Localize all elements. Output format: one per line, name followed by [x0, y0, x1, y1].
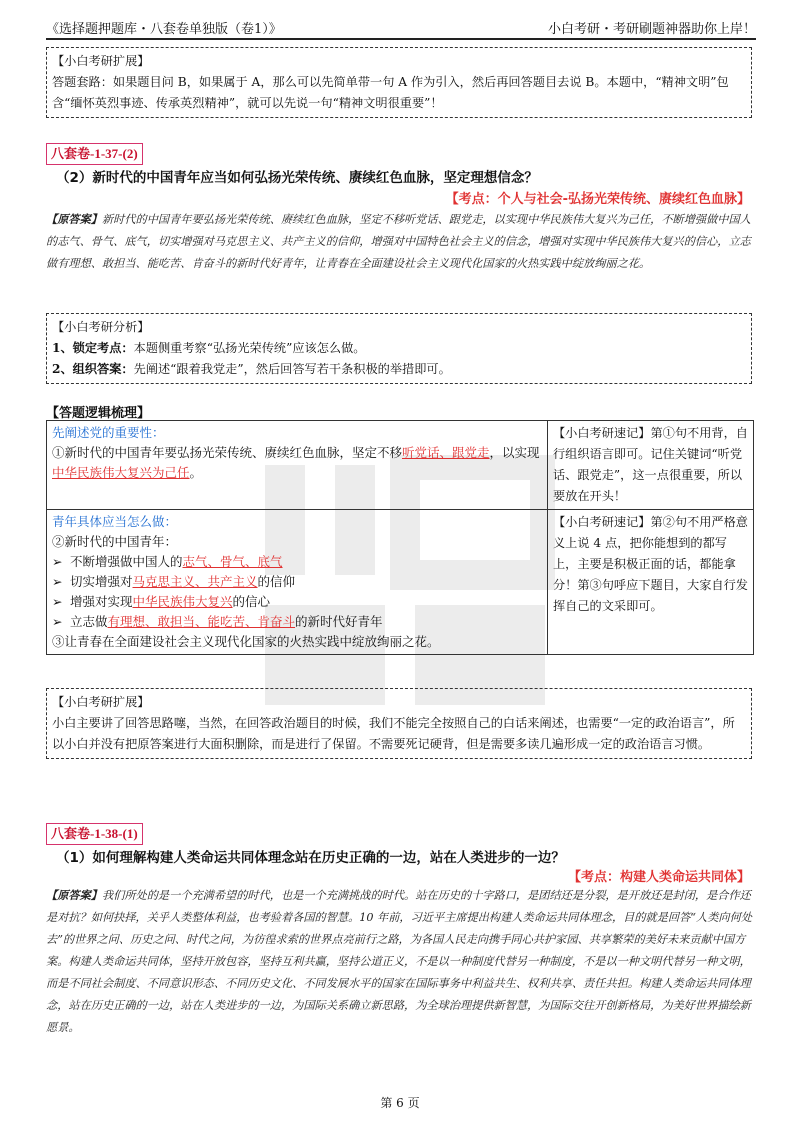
memo-cell: 【小白考研速记】第①句不用背，自行组织语言即可。记住关键词“听党话、跟党走”，这一点很重要，所以要放在开头！ — [548, 421, 754, 510]
arrow-bullet-icon: ➢ — [52, 614, 63, 629]
original-answer — [46, 208, 752, 275]
keyword-highlight: 马克思主义、共产主义 — [132, 574, 258, 589]
logic-text: 。 — [189, 465, 203, 480]
question-tag: 八套卷-1-37-(2) — [46, 143, 143, 165]
question-tag: 八套卷-1-38-(1) — [46, 823, 143, 845]
logic-text: 的信心 — [232, 594, 271, 609]
logic-main-cell — [47, 421, 548, 510]
list-item — [52, 552, 542, 572]
keyword-highlight: 有理想、敢担当、能吃苦、肯奋斗 — [107, 614, 296, 629]
header-slogan: 小白考研・考研刷题神器助你上岸！ — [547, 22, 756, 37]
logic-intro: ②新时代的中国青年： — [52, 534, 178, 549]
extension-title: 【小白考研扩展】 — [52, 695, 150, 709]
extension-box-2 — [46, 688, 752, 759]
answer-label: 【原答案】 — [46, 888, 102, 902]
answer-text: 新时代的中国青年要弘扬光荣传统、赓续红色血脉，坚定不移听党话、跟党走，以实现中华民族伟大复兴为己任，不断增强做中国人的志气、骨气、底气，切实增强对马克思主义、共产主义的信仰，增强对中国特色社会主义的信念，增强对实现中华民族伟大复兴的信心，立志做有理想、敢担当、能吃苦、肯奋斗的新时代好青年，让青春在全面建设社会主义现代化国家的火热实践中绽放绚丽之花。 — [46, 213, 751, 270]
logic-text: 不断增强做中国人的 — [70, 554, 183, 569]
memo-cell: 【小白考研速记】第②句不用严格意义上说 4 点，把你能想到的都写上，主要是积极正面的话，都能拿分！第③句呼应下题目，大家自行发挥自己的文采即可。 — [548, 510, 754, 655]
logic-table — [46, 420, 754, 655]
question-text: （2）新时代的中国青年应当如何弘扬光荣传统、赓续红色血脉，坚定理想信念？ — [56, 170, 538, 186]
keyword-highlight: 听党话、跟党走 — [402, 445, 490, 460]
logic-text: 立志做 — [70, 614, 108, 629]
extension-text: 答题套路：如果题目问 B，如果属于 A，那么可以先简单带一句 A 作为引入，然后再回答题目去说 B。本题中，“精神文明”包含“缅怀英烈事迹、传承英烈精神”，就可以先说一句“精神文明很重要”！ — [52, 75, 729, 110]
analysis-item-text: 先阐述“跟着我党走”，然后回答写若干条积极的举措即可。 — [133, 362, 451, 376]
arrow-bullet-icon: ➢ — [52, 574, 63, 589]
logic-heading: 青年具体应当怎么做： — [52, 514, 178, 529]
analysis-item-label: 2、组织答案： — [52, 362, 134, 376]
analysis-box — [46, 313, 752, 384]
kaodian-label: 【考点：个人与社会-弘扬光荣传统、赓续红色血脉】 — [445, 192, 750, 207]
logic-text: 切实增强对 — [70, 574, 133, 589]
header-doc-title: 《选择题押题库・八套卷单独版（卷1）》 — [46, 22, 282, 37]
analysis-item-2 — [52, 359, 746, 380]
arrow-bullet-icon: ➢ — [52, 554, 63, 569]
list-item — [52, 592, 542, 612]
logic-text: ①新时代的中国青年要弘扬光荣传统、赓续红色血脉，坚定不移 — [52, 445, 403, 460]
keyword-highlight: 志气、骨气、底气 — [182, 554, 283, 569]
answer-text: 我们所处的是一个充满希望的时代，也是一个充满挑战的时代。站在历史的十字路口，是团结还是分裂，是开放还是封闭，是合作还是对抗？如何抉择，关乎人类整体利益，也考验着各国的智慧。10 年前，习近平主席提出构建人类命运共同体理念，目的就是回答“人类向何处去”的世界之问、历史之问、时代之问，为彷徨求索的世界点亮前行之路，为各国人民走向携手同心共护家园、共享繁荣的美好未来贡献中国方案。构建人类命运共同体，坚持开放包容，坚持互利共赢，坚持公道正义，不是以一种制度代替另一种制度，不是以一种文明代替另一种文明，而是不同社会制度、不同意识形态、不同历史文化、不同发展水平的国家在国际事务中利益共生、权利共享、责任共担。构建人类命运共同体理念，站在历史正确的一边，站在人类进步的一边，为国际关系确立新思路，为全球治理提供新智慧，为国际交往开创新格局，为美好世界描绘新愿景。 — [46, 889, 752, 1034]
original-answer — [46, 884, 752, 1039]
analysis-item-text: 本题侧重考察“弘扬光荣传统”应该怎么做。 — [133, 341, 366, 355]
page-header — [46, 16, 756, 40]
analysis-title: 【小白考研分析】 — [52, 320, 150, 334]
logic-text: 增强对实现 — [70, 594, 133, 609]
keyword-highlight: 中华民族伟大复兴 — [132, 594, 233, 609]
extension-text: 小白主要讲了回答思路噻，当然，在回答政治题目的时候，我们不能完全按照自己的白话来阐述，也需要“一定的政治语言”，所以小白并没有把原答案进行大面积删除，而是进行了保留。不需要死记硬背，但是需要多读几遍形成一定的政治语言习惯。 — [52, 716, 735, 751]
question-text: （1）如何理解构建人类命运共同体理念站在历史正确的一边，站在人类进步的一边？ — [56, 850, 565, 866]
logic-heading: 先阐述党的重要性： — [52, 425, 165, 440]
keyword-highlight: 中华民族伟大复兴为己任 — [52, 465, 190, 480]
answer-label: 【原答案】 — [46, 212, 102, 226]
logic-text: ，以实现 — [489, 445, 540, 460]
extension-title: 【小白考研扩展】 — [52, 54, 150, 68]
table-row — [47, 421, 754, 510]
kaodian-label: 【考点：构建人类命运共同体】 — [567, 870, 750, 885]
logic-section-title: 【答题逻辑梳理】 — [46, 406, 151, 421]
logic-main-cell — [47, 510, 548, 655]
list-item — [52, 612, 542, 632]
page-number: 第 6 页 — [380, 1096, 420, 1110]
analysis-item-label: 1、锁定考点： — [52, 341, 134, 355]
logic-line — [52, 443, 542, 483]
analysis-item-1 — [52, 338, 746, 359]
logic-last-line: ③让青春在全面建设社会主义现代化国家的火热实践中绽放绚丽之花。 — [52, 634, 440, 649]
table-row — [47, 510, 754, 655]
arrow-bullet-icon: ➢ — [52, 594, 63, 609]
extension-box-1 — [46, 47, 752, 118]
list-item — [52, 572, 542, 592]
logic-text: 的信仰 — [257, 574, 296, 589]
logic-text: 的新时代好青年 — [295, 614, 383, 629]
